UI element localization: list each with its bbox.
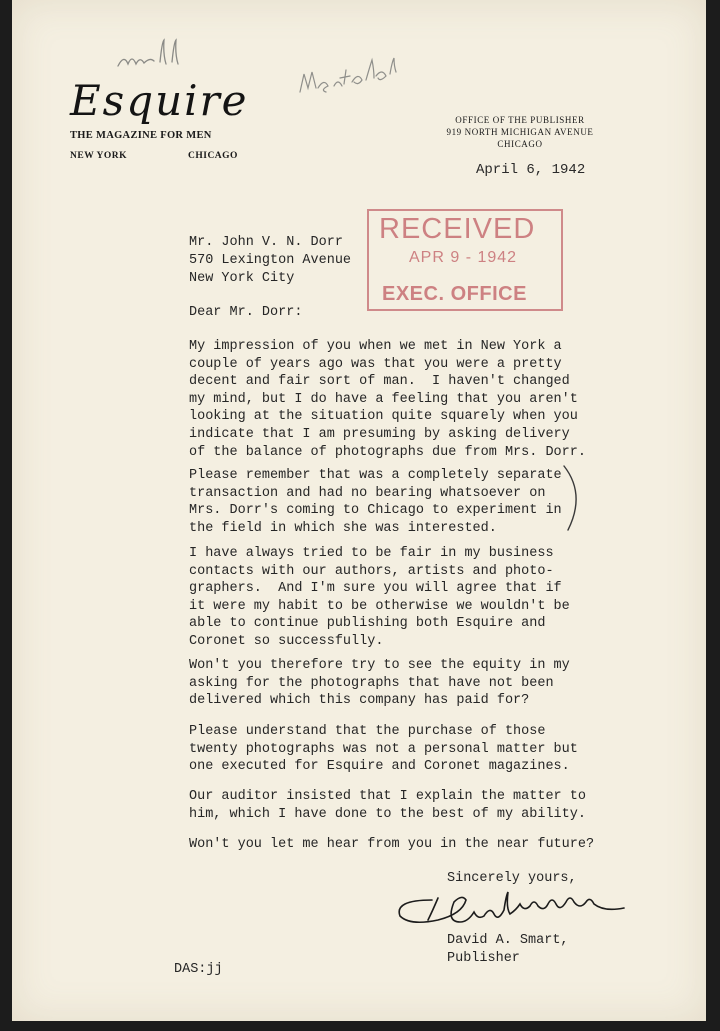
- letter-date: April 6, 1942: [476, 162, 586, 178]
- recipient-line-2: 570 Lexington Avenue: [189, 253, 352, 268]
- body-line: Coronet so successfully.: [189, 634, 384, 649]
- body-line: delivered which this company has paid for?: [189, 693, 530, 709]
- signer-title: Publisher: [447, 950, 520, 966]
- body-line: My impression of you when we met in New York a: [189, 339, 562, 354]
- body-line: Mrs. Dorr's coming to Chicago to experiment in: [189, 503, 562, 519]
- body-line: of the balance of photographs due from Mrs. Dorr.: [189, 444, 586, 460]
- body-line: couple of years ago was that you were a pretty: [189, 356, 562, 372]
- letterhead-tagline: THE MAGAZINE FOR MEN: [70, 130, 212, 141]
- signer-name: David A. Smart,: [447, 933, 569, 948]
- recipient-line-3: New York City: [189, 271, 295, 286]
- body-line: looking at the situation quite squarely when you: [189, 409, 578, 425]
- body-line: indicate that I am presuming by asking delivery: [189, 427, 570, 442]
- body-line: Please remember that was a completely separate: [189, 468, 562, 483]
- body-line: the field in which she was interested.: [189, 520, 497, 536]
- body-line: it were my habit to be otherwise we wouldn't be: [189, 598, 570, 614]
- body-line: Won't you let me hear from you in the near future?: [189, 837, 595, 852]
- salutation: Dear Mr. Dorr:: [189, 305, 303, 320]
- body-line: graphers. And I'm sure you will agree that if: [189, 581, 562, 597]
- body-line: him, which I have done to the best of my ability.: [189, 806, 586, 822]
- body-line: contacts with our authors, artists and photo-: [189, 563, 554, 579]
- office-line-2: 919 NORTH MICHIGAN AVENUE: [446, 127, 594, 137]
- office-line-1: OFFICE OF THE PUBLISHER: [455, 115, 585, 125]
- body-line: able to continue publishing both Esquire and: [189, 616, 546, 632]
- stamp-received: RECEIVED: [379, 213, 536, 245]
- reference-initials: DAS:jj: [174, 962, 223, 977]
- letterhead-city-right: CHICAGO: [188, 151, 238, 161]
- body-line: I have always tried to be fair in my business: [189, 546, 554, 561]
- body-line: Won't you therefore try to see the equity in my: [189, 658, 570, 673]
- recipient-line-1: Mr. John V. N. Dorr: [189, 235, 343, 250]
- body-line: one executed for Esquire and Coronet magazines.: [189, 759, 570, 775]
- body-line: my mind, but I do have a feeling that you aren't: [189, 391, 578, 407]
- esquire-logo: Esquire: [70, 76, 249, 125]
- body-line: transaction and had no bearing whatsoever on: [189, 485, 546, 501]
- closing: Sincerely yours,: [447, 871, 577, 886]
- body-line: asking for the photographs that have not been: [189, 675, 554, 691]
- stamp-date: APR 9 - 1942: [409, 249, 518, 266]
- body-line: Please understand that the purchase of those: [189, 724, 546, 739]
- office-line-3: CHICAGO: [497, 139, 543, 149]
- body-line: twenty photographs was not a personal matter but: [189, 741, 578, 757]
- stamp-office: EXEC. OFFICE: [382, 283, 527, 305]
- body-line: Our auditor insisted that I explain the matter to: [189, 789, 586, 804]
- letterhead-city-left: NEW YORK: [70, 151, 128, 161]
- body-line: decent and fair sort of man. I haven't changed: [189, 374, 570, 390]
